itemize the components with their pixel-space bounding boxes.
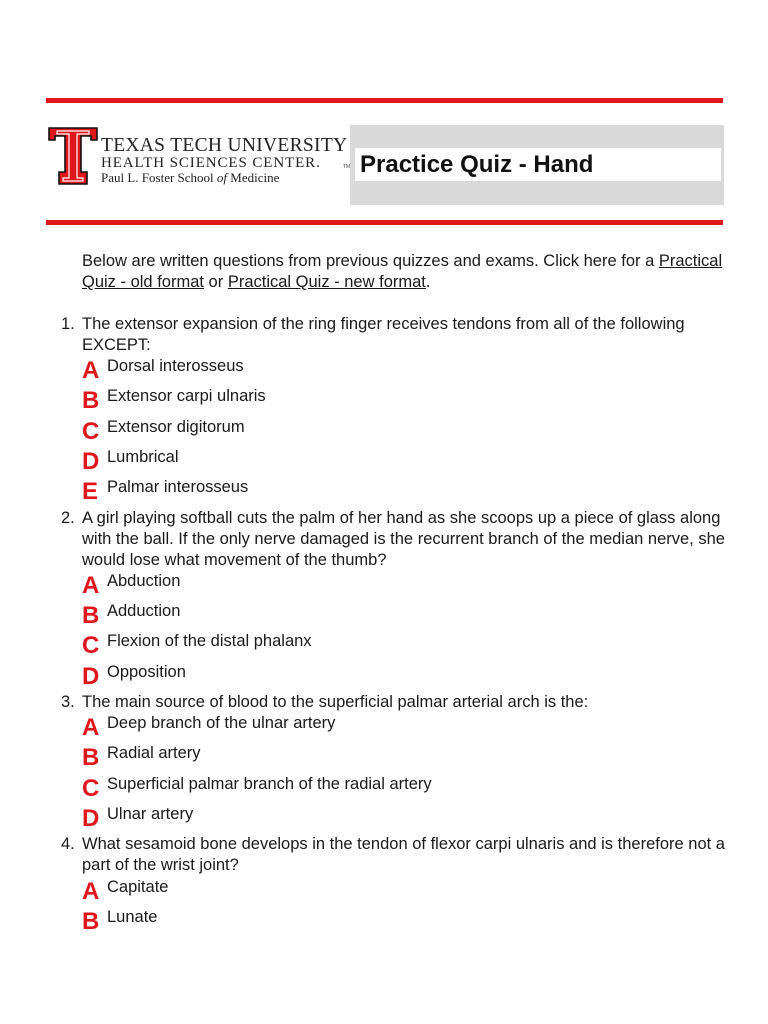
option-text: Superficial palmar branch of the radial artery: [107, 775, 432, 793]
question-number: 4.: [61, 835, 75, 853]
option-text: Extensor digitorum: [107, 418, 245, 436]
question-text: The extensor expansion of the ring finger receives tendons from all of the following EXCEPT:: [82, 315, 685, 354]
option-text: Lunate: [107, 908, 158, 926]
logo-school-name: Paul L. Foster School of Medicine: [101, 170, 280, 185]
option-text: Extensor carpi ulnaris: [107, 387, 266, 405]
option-letter: D: [82, 663, 100, 690]
option-text: Lumbrical: [107, 448, 179, 466]
option-text: Adduction: [107, 602, 181, 620]
question-number: 1.: [61, 315, 75, 333]
option-letter: A: [82, 878, 100, 905]
option-letter: B: [82, 908, 100, 935]
option-letter: B: [82, 744, 100, 771]
question-number: 3.: [61, 693, 75, 711]
option-letter: A: [82, 714, 100, 741]
practical-quiz-old-link[interactable]: Practical Quiz - old format: [82, 252, 723, 291]
option-letter: C: [82, 775, 100, 802]
option-letter: C: [82, 632, 100, 659]
question-text: A girl playing softball cuts the palm of her hand as she scoops up a piece of glass along with the ball. If the only nerve damaged is the recurrent branch of the median nerve, she would lose what movement of the thumb?: [82, 509, 725, 569]
option-letter: B: [82, 602, 100, 629]
question-number: 2.: [61, 509, 75, 527]
option-text: Dorsal interosseus: [107, 357, 244, 375]
option-text: Opposition: [107, 663, 186, 681]
option-letter: D: [82, 448, 100, 475]
option-letter: C: [82, 418, 100, 445]
option-letter: E: [82, 478, 99, 505]
intro-paragraph: Below are written questions from previous quizzes and exams. Click here for a Practical Quiz - old format or Practical Quiz - new format.: [82, 252, 723, 291]
ttuhsc-logo: [47, 126, 351, 186]
option-text: Flexion of the distal phalanx: [107, 632, 312, 650]
practical-quiz-new-link[interactable]: Practical Quiz - new format: [227, 273, 426, 291]
option-letter: A: [82, 572, 100, 599]
option-letter: A: [82, 357, 100, 384]
option-text: Radial artery: [107, 744, 201, 762]
double-t-logo-icon: [47, 126, 99, 186]
option-text: Ulnar artery: [107, 805, 194, 823]
bottom-red-rule: [46, 220, 723, 225]
top-red-rule: [46, 98, 723, 103]
option-text: Deep branch of the ulnar artery: [107, 714, 336, 732]
question-text: The main source of blood to the superficial palmar arterial arch is the:: [82, 693, 589, 711]
logo-university-name: TEXAS TECH UNIVERSITY: [101, 135, 348, 156]
page-title: Practice Quiz - Hand: [360, 151, 594, 178]
option-letter: B: [82, 387, 100, 414]
question-text: What sesamoid bone develops in the tendon of flexor carpi ulnaris and is therefore not a part of the wrist joint?: [82, 835, 725, 874]
option-text: Capitate: [107, 878, 169, 896]
logo-hsc-name: HEALTH SCIENCES CENTER.: [101, 155, 321, 171]
option-text: Abduction: [107, 572, 181, 590]
option-letter: D: [82, 805, 100, 832]
option-text: Palmar interosseus: [107, 478, 249, 496]
logo-trademark: TM: [343, 164, 351, 170]
